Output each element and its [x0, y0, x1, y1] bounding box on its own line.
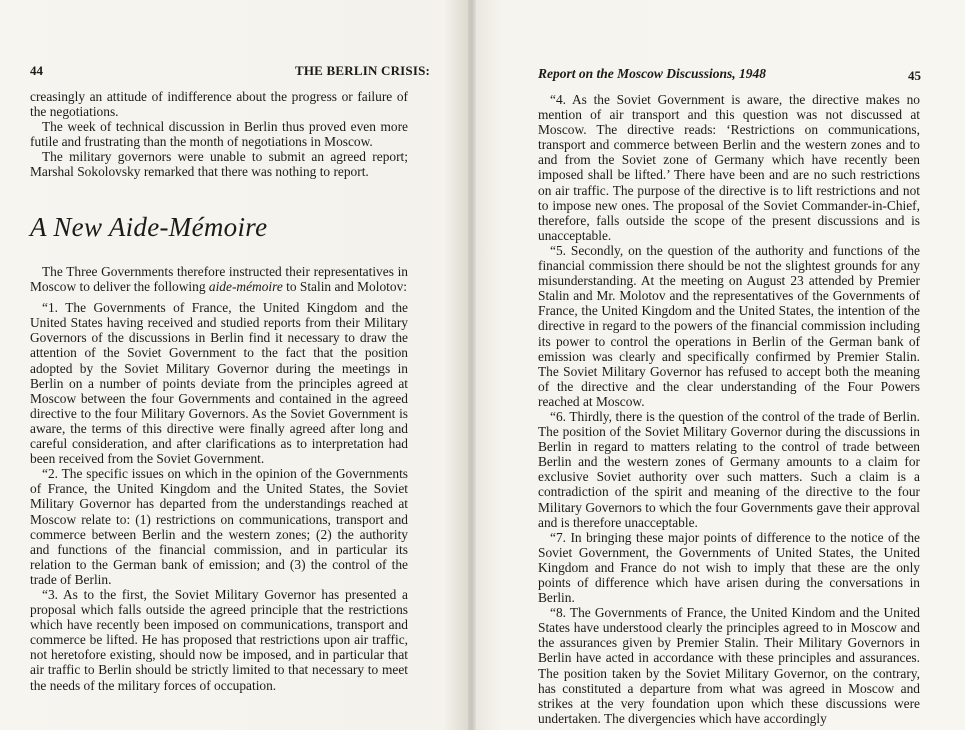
- paragraph: “5. Secondly, on the question of the authority and functions of the financial commission there should be not the slightest grounds for any misunderstanding. At the meeting on August 23 attended by Premier Stalin and Mr. Molotov and the representatives of the Governments of France, the United Kingdom and the United States, the intention of the directive in regard to the powers of the financial commission including its power to control the operations in Berlin of the German bank of emission was clearly and specifically confirmed by Premier Stalin. The Soviet Military Governor has refused to accept both the meaning of the directive and the clear understanding of the Four Powers reached at Moscow.: [538, 242, 920, 409]
- left-page: [0, 0, 468, 730]
- paragraph: The week of technical discussion in Berlin thus proved even more futile and frustrating than the month of negotiations in Moscow.: [30, 119, 408, 150]
- paragraph: “3. As to the first, the Soviet Military Governor has presented a proposal which falls outside the agreed principle that the restrictions which have recently been imposed on communications, transport and commerce be lifted. He has proposed that restrictions upon air traffic, not heretofore existing, should now be imposed, and in particular that air traffic to Berlin should be strictly limited to that necessary to meet the needs of the military forces of occupation.: [30, 586, 408, 693]
- intro-paragraph: [30, 264, 408, 294]
- paragraph: “4. As the Soviet Government is aware, the directive makes no mention of air transport and this question was not discussed at Moscow. The directive reads: ‘Restrictions on communications, transport and commerce between Berlin and the western zones and to and from the Soviet zone of Germany which have recently been imposed shall be lifted.’ There have been and are no such restrictions on air traffic. The purpose of the directive is to lift restrictions and not to impose new ones. The proposal of the Soviet Commander-in-Chief, therefore, falls outside the scope of the present discussions and is unacceptable.: [538, 92, 920, 243]
- right-page: [476, 0, 965, 730]
- book-gutter: [468, 0, 476, 730]
- running-head: THE BERLIN CRISIS:: [295, 63, 431, 78]
- paragraph: “6. Thirdly, there is the question of the control of the trade of Berlin. The position of the Soviet Military Governor during the discussions in Berlin in regard to matters relating to the control of trade between Berlin and the western zones of Germany amounts to a claim for exclusive Soviet authority over such matters. Such a claim is a contradiction of the spirit and meaning of the directive to the four Military Governors to which the four Governments gave their approval and is therefore unacceptable.: [538, 408, 920, 530]
- running-head: Report on the Moscow Discussions, 1948: [538, 66, 767, 81]
- paragraph: “8. The Governments of France, the United Kindom and the United States have understood clearly the principles agreed to in Moscow and the assurances given by Premier Stalin. Their Military Governors in Berlin have acted in accordance with these principles and assurances. The position taken by the Soviet Military Governor, on the contrary, has constituted a departure from what was agreed in Moscow and strikes at the very foundation upon which these discussions were undertaken. The divergencies which have accordingly: [538, 605, 920, 726]
- right-body-text: [538, 92, 920, 726]
- page-number: 45: [908, 68, 921, 83]
- intro-text-end: to Stalin and Molotov:: [282, 279, 408, 295]
- left-top-text: [30, 89, 408, 180]
- paragraph: “1. The Governments of France, the United Kingdom and the United States having received and studied reports from their Military Governors of the discussions in Berlin find it necessary to draw the attention of the Soviet Government to the fact that the position adopted by the Soviet Military Governor during the meetings in Berlin on a number of points deviate from the principles agreed at Moscow between the four Governments and contained in the agreed directive to the four Military Governors. As the Soviet Government is aware, the terms of this directive were finally agreed after long and careful consideration, and after clarifications as to interpretation had been received from the Soviet Government.: [30, 300, 408, 467]
- paragraph: “7. In bringing these major points of difference to the notice of the Soviet Government, the Governments of United States, the United Kingdom and France do not wish to imply that these are the only points of difference which have arisen during the conversations in Berlin.: [538, 529, 920, 606]
- page-number: 44: [30, 63, 43, 78]
- intro-italic: aide-mémoire: [208, 279, 283, 295]
- paragraph: creasingly an attitude of indifference about the progress or failure of the negotiations.: [30, 89, 408, 120]
- paragraph: “2. The specific issues on which in the opinion of the Governments of France, the United Kingdom and the United States, the Soviet Military Governor has departed from the understandings reached at Moscow relate to: (1) restrictions on communications, transport and commerce between Berlin and the western zones; (2) the authority and functions of the financial commission, and in particular its relation to the German bank of emission; and (3) the control of the trade of Berlin.: [30, 466, 408, 587]
- paragraph: The military governors were unable to submit an agreed report; Marshal Sokolovsky remarked that there was nothing to report.: [30, 149, 408, 180]
- section-title: A New Aide-Mémoire: [30, 212, 268, 242]
- left-body-text: [30, 264, 408, 693]
- intro-text: The Three Governments therefore instructed their representatives in Moscow to deliver the following: [30, 264, 408, 295]
